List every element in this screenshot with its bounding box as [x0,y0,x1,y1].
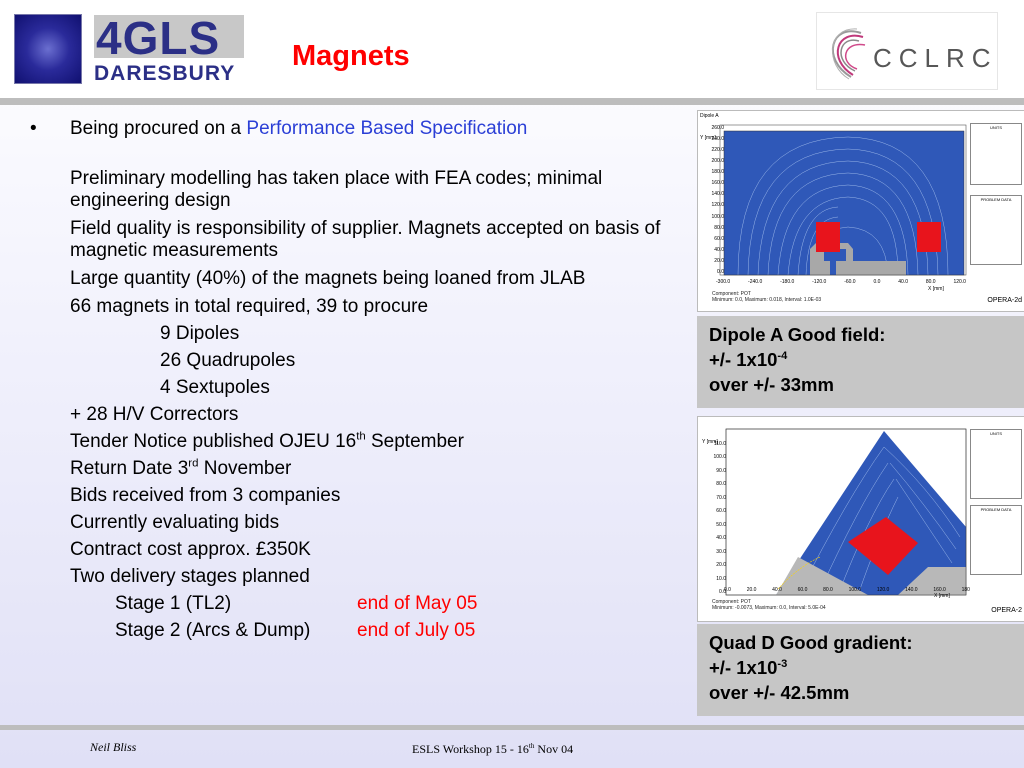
fig1-units-box: UNITS [970,123,1022,185]
stage-item: Stage 2 (Arcs & Dump) end of July 05 [115,620,476,641]
dipole-field-plot: Dipole A Y [mm] X [mm] 260.0 240.0 220.0 200.0 180.0 160.0 140.0 120.0 100.0 80.0 60.0 40.0 20.0 0.0 -300.0 -240.0 -180.0 -120.0 -60.0 0.0 40.0 80.0 120.0 Component: POT Minimum: 0.0, Maximum: 0.018, Interval: 1.0E-03 UNITS PROBLEM DATA OPERA-2d [697,110,1024,312]
y-axis-label: Y [mm] [702,439,718,445]
cclrc-text: CCLRC [873,43,998,73]
4gls-daresbury-logo [14,14,246,84]
logo-daresbury-text: DARESBURY [94,62,236,85]
cclrc-mark-icon [821,19,867,83]
list-item: Currently evaluating bids [70,512,280,533]
bullet-list [30,118,680,642]
swirl-graphic [14,14,82,84]
slide-title: Magnets [292,40,410,72]
dipole-caption: Dipole A Good field: +/- $1x10^{-4}$ over +/- 33mm [697,316,1024,408]
fig1-footer: Component: POT Minimum: 0.0, Maximum: 0.018, Interval: 1.0E-03 [712,291,822,303]
cclrc-logo [816,12,998,90]
list-item: Large quantity (40%) of the magnets being loaned from JLAB [70,268,586,289]
sub-list-item: 4 Sextupoles [160,377,270,398]
quad-field-plot [697,416,1024,622]
list-item: Contract cost approx. £350K [70,539,311,560]
footer-event: ESLS Workshop 15 - 16th Nov 04 [412,742,574,756]
sub-list-item: 9 Dipoles [160,323,240,344]
fig2-yticks: 110.0 100.0 90.0 80.0 70.0 60.0 50.0 40.0 30.0 20.0 10.0 0.0 [713,441,726,595]
opera-logo: OPERA-2 [991,607,1022,614]
sub-list-item: 26 Quadrupoles [160,350,296,371]
list-item: Tender Notice published OJEU 16th September [70,430,464,452]
slide-header [0,0,1024,100]
header-divider [0,98,1024,105]
list-item: Field quality is responsibility of supplier. Magnets accepted on basis of magnetic measurements [70,218,661,261]
fig1-yticks: 260.0 240.0 220.0 200.0 180.0 160.0 140.0 120.0 100.0 80.0 60.0 40.0 20.0 0.0 [711,125,724,275]
fig1-xticks: -300.0 -240.0 -180.0 -120.0 -60.0 0.0 40.0 80.0 120.0 [716,279,966,285]
fig2-xticks: 0.0 20.0 40.0 60.0 80.0 100.0 120.0 140.0 160.0 180 [724,587,970,593]
list-item: 66 magnets in total required, 39 to procure [70,296,429,317]
fig1-problem-box: PROBLEM DATA [970,195,1022,265]
list-item: Bids received from 3 companies [70,485,341,506]
stage-item: Stage 1 (TL2) end of May 05 [115,593,478,614]
list-item: Preliminary modelling has taken place with FEA codes; minimal engineering design [70,168,603,211]
footer-divider [0,725,1024,730]
fig2-units-box: UNITS [970,429,1022,499]
y-axis-label: Y [mm] [700,135,716,141]
list-item: Two delivery stages planned [70,566,310,587]
footer-author: Neil Bliss [90,740,137,754]
quad-caption: Quad D Good gradient: +/- $1x10^{-3}$ over +/- 42.5mm [697,624,1024,716]
fig2-footer: Component: POT Minimum: -0.0073, Maximum: 0.0, Interval: 5.0E-04 [712,599,826,611]
opera-logo: OPERA-2d [987,297,1022,304]
performance-spec-link[interactable]: Performance Based Specification [246,118,528,139]
x-axis-label: X [mm] [928,286,944,292]
list-item: + 28 H/V Correctors [70,404,239,425]
list-item: Return Date 3rd November [70,457,292,479]
fig2-problem-box: PROBLEM DATA [970,505,1022,575]
x-axis-label: X [mm] [934,593,950,599]
logo-4gls-text: 4GLS [96,12,221,64]
list-item: • Being procured on a Performance Based Specification [30,118,528,139]
